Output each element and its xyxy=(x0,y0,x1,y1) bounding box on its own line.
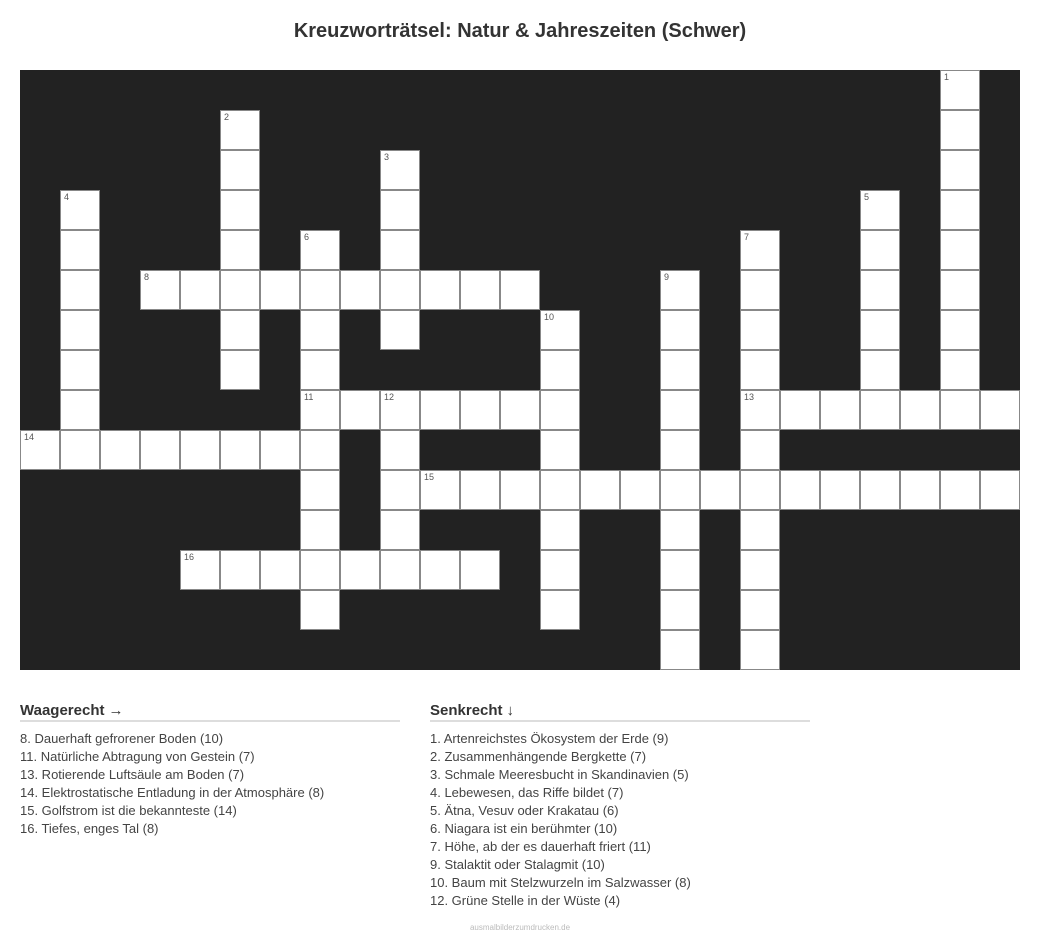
crossword-cell[interactable] xyxy=(940,390,980,430)
crossword-cell[interactable] xyxy=(740,310,780,350)
crossword-cell[interactable] xyxy=(940,150,980,190)
crossword-cell[interactable] xyxy=(660,390,700,430)
crossword-cell[interactable] xyxy=(380,390,420,430)
crossword-cell[interactable] xyxy=(660,630,700,670)
clue-number: 4 xyxy=(64,192,70,202)
clue-across-11: 11. Natürliche Abtragung von Gestein (7) xyxy=(20,749,255,764)
crossword-cell[interactable] xyxy=(380,550,420,590)
clue-number: 6 xyxy=(304,232,310,242)
crossword-cell[interactable] xyxy=(460,470,500,510)
crossword-cell[interactable] xyxy=(380,150,420,190)
clue-across-14: 14. Elektrostatische Entladung in der Atmosphäre (8) xyxy=(20,785,325,800)
crossword-cell[interactable] xyxy=(620,470,660,510)
crossword-cell[interactable] xyxy=(500,270,540,310)
crossword-cell[interactable] xyxy=(220,110,260,150)
crossword-cell[interactable] xyxy=(860,470,900,510)
clue-number: 9 xyxy=(664,272,670,282)
crossword-cell[interactable] xyxy=(860,390,900,430)
clue-down-2: 2. Zusammenhängende Bergkette (7) xyxy=(430,749,647,764)
crossword-cell[interactable] xyxy=(300,470,340,510)
crossword-cell[interactable] xyxy=(20,430,60,470)
crossword-cell[interactable] xyxy=(740,350,780,390)
crossword-cell[interactable] xyxy=(540,470,580,510)
crossword-cell[interactable] xyxy=(740,630,780,670)
crossword-cell[interactable] xyxy=(420,390,460,430)
crossword-cell[interactable] xyxy=(60,190,100,230)
clue-across-8: 8. Dauerhaft gefrorener Boden (10) xyxy=(20,731,224,746)
crossword-cell[interactable] xyxy=(340,270,380,310)
crossword-cell[interactable] xyxy=(380,470,420,510)
crossword-cell[interactable] xyxy=(540,310,580,350)
crossword-cell[interactable] xyxy=(540,510,580,550)
crossword-cell[interactable] xyxy=(660,310,700,350)
across-heading xyxy=(20,702,400,722)
clue-down-10: 10. Baum mit Stelzwurzeln im Salzwasser (8) xyxy=(430,875,691,890)
crossword-cell[interactable] xyxy=(420,470,460,510)
crossword-cell[interactable] xyxy=(220,550,260,590)
crossword-cell[interactable] xyxy=(220,350,260,390)
crossword-cell[interactable] xyxy=(380,230,420,270)
crossword-cell[interactable] xyxy=(60,230,100,270)
crossword-cell[interactable] xyxy=(380,430,420,470)
crossword-cell[interactable] xyxy=(60,390,100,430)
crossword-cell[interactable] xyxy=(460,390,500,430)
crossword-cell[interactable] xyxy=(380,270,420,310)
crossword-grid xyxy=(20,70,1020,670)
crossword-cell[interactable] xyxy=(540,550,580,590)
crossword-cell[interactable] xyxy=(260,270,300,310)
crossword-cell[interactable] xyxy=(740,390,780,430)
crossword-cell[interactable] xyxy=(140,430,180,470)
crossword-cell[interactable] xyxy=(300,390,340,430)
clue-across-15: 15. Golfstrom ist die bekannteste (14) xyxy=(20,803,237,818)
clue-down-4: 4. Lebewesen, das Riffe bildet (7) xyxy=(430,785,624,800)
crossword-cell[interactable] xyxy=(540,350,580,390)
crossword-cell[interactable] xyxy=(580,470,620,510)
crossword-cell[interactable] xyxy=(940,270,980,310)
crossword-cell[interactable] xyxy=(740,470,780,510)
crossword-cell[interactable] xyxy=(540,590,580,630)
crossword-cell[interactable] xyxy=(500,390,540,430)
crossword-cell[interactable] xyxy=(940,110,980,150)
crossword-cell[interactable] xyxy=(740,550,780,590)
clue-down-3: 3. Schmale Meeresbucht in Skandinavien (5) xyxy=(430,767,689,782)
crossword-cell[interactable] xyxy=(380,310,420,350)
crossword-cell[interactable] xyxy=(60,430,100,470)
down-clues xyxy=(430,702,810,910)
clue-number: 12 xyxy=(384,392,395,402)
footer-credit: ausmalbilderzumdrucken.de xyxy=(469,923,571,932)
crossword-cell[interactable] xyxy=(940,310,980,350)
crossword-cell[interactable] xyxy=(660,590,700,630)
clue-number: 14 xyxy=(24,432,35,442)
across-clues xyxy=(20,702,400,838)
arrow-right-icon: → xyxy=(108,702,124,719)
crossword-cell[interactable] xyxy=(420,550,460,590)
crossword-cell[interactable] xyxy=(220,430,260,470)
crossword-cell[interactable] xyxy=(60,310,100,350)
crossword-cell[interactable] xyxy=(380,190,420,230)
clue-across-16: 16. Tiefes, enges Tal (8) xyxy=(20,821,159,836)
crossword-cell[interactable] xyxy=(980,470,1020,510)
crossword-cell[interactable] xyxy=(940,350,980,390)
crossword-cell[interactable] xyxy=(940,470,980,510)
crossword-cell[interactable] xyxy=(180,430,220,470)
crossword-cell[interactable] xyxy=(60,350,100,390)
down-heading xyxy=(430,702,810,722)
clue-number: 15 xyxy=(424,472,435,482)
crossword-cell[interactable] xyxy=(300,550,340,590)
crossword-cell[interactable] xyxy=(940,230,980,270)
clue-number: 11 xyxy=(304,392,314,402)
crossword-cell[interactable] xyxy=(940,70,980,110)
clue-number: 5 xyxy=(864,192,870,202)
down-clue-list xyxy=(430,730,810,910)
crossword-cell[interactable] xyxy=(300,310,340,350)
crossword-cell[interactable] xyxy=(380,510,420,550)
crossword-cell[interactable] xyxy=(740,510,780,550)
crossword-cell[interactable] xyxy=(660,350,700,390)
crossword-cell[interactable] xyxy=(460,550,500,590)
crossword-cell[interactable] xyxy=(820,470,860,510)
crossword-cell[interactable] xyxy=(660,470,700,510)
clue-down-7: 7. Höhe, ab der es dauerhaft friert (11) xyxy=(430,839,651,854)
crossword-cell[interactable] xyxy=(900,470,940,510)
crossword-cell[interactable] xyxy=(860,190,900,230)
crossword-cell[interactable] xyxy=(220,150,260,190)
crossword-cell[interactable] xyxy=(100,430,140,470)
crossword-cell[interactable] xyxy=(820,390,860,430)
clue-across-13: 13. Rotierende Luftsäule am Boden (7) xyxy=(20,767,245,782)
crossword-cell[interactable] xyxy=(860,270,900,310)
clue-down-9: 9. Stalaktit oder Stalagmit (10) xyxy=(430,857,605,872)
crossword-cell[interactable] xyxy=(140,270,180,310)
clue-down-5: 5. Ätna, Vesuv oder Krakatau (6) xyxy=(430,803,619,818)
crossword-cell[interactable] xyxy=(740,430,780,470)
crossword-cell[interactable] xyxy=(220,310,260,350)
arrow-down-icon: ↓ xyxy=(506,702,515,719)
crossword-cell[interactable] xyxy=(180,550,220,590)
clue-number: 10 xyxy=(544,312,555,322)
crossword-cell[interactable] xyxy=(220,270,260,310)
crossword-cell[interactable] xyxy=(340,550,380,590)
crossword-cell[interactable] xyxy=(900,390,940,430)
clue-down-6: 6. Niagara ist ein berühmter (10) xyxy=(430,821,618,836)
down-heading-label: Senkrecht xyxy=(430,702,503,719)
clue-number: 1 xyxy=(944,72,950,82)
crossword-cell[interactable] xyxy=(780,390,820,430)
crossword-cell[interactable] xyxy=(660,550,700,590)
crossword-cell[interactable] xyxy=(300,230,340,270)
clue-number: 2 xyxy=(224,112,230,122)
crossword-cell[interactable] xyxy=(660,510,700,550)
clue-number: 7 xyxy=(744,232,750,242)
crossword-cell[interactable] xyxy=(780,470,820,510)
crossword-cell[interactable] xyxy=(500,470,540,510)
crossword-cell[interactable] xyxy=(660,270,700,310)
crossword-cell[interactable] xyxy=(460,270,500,310)
crossword-cell[interactable] xyxy=(860,310,900,350)
crossword-cell[interactable] xyxy=(180,270,220,310)
crossword-cell[interactable] xyxy=(540,430,580,470)
clue-number: 8 xyxy=(144,272,150,282)
crossword-cell[interactable] xyxy=(260,550,300,590)
crossword-cell[interactable] xyxy=(940,190,980,230)
clue-down-1: 1. Artenreichstes Ökosystem der Erde (9) xyxy=(430,731,669,746)
across-clue-list xyxy=(20,730,400,838)
clue-number: 13 xyxy=(744,392,755,402)
crossword-cell[interactable] xyxy=(300,270,340,310)
page-title: Kreuzworträtsel: Natur & Jahreszeiten (Schwer) xyxy=(293,20,747,42)
crossword-cell[interactable] xyxy=(860,230,900,270)
crossword-cell[interactable] xyxy=(660,430,700,470)
crossword-cell[interactable] xyxy=(220,190,260,230)
crossword-cell[interactable] xyxy=(340,390,380,430)
crossword-cell[interactable] xyxy=(300,590,340,630)
crossword-cell[interactable] xyxy=(860,350,900,390)
crossword-cell[interactable] xyxy=(300,430,340,470)
across-heading-label: Waagerecht xyxy=(20,702,105,719)
crossword-cell[interactable] xyxy=(260,430,300,470)
crossword-cell[interactable] xyxy=(700,470,740,510)
crossword-cell[interactable] xyxy=(740,230,780,270)
crossword-cell[interactable] xyxy=(740,270,780,310)
clue-down-12: 12. Grüne Stelle in der Wüste (4) xyxy=(430,893,621,908)
crossword-cell[interactable] xyxy=(740,590,780,630)
clue-number: 16 xyxy=(184,552,195,562)
crossword-cell[interactable] xyxy=(980,390,1020,430)
crossword-cell[interactable] xyxy=(60,270,100,310)
crossword-cell[interactable] xyxy=(300,510,340,550)
crossword-cell[interactable] xyxy=(420,270,460,310)
crossword-cell[interactable] xyxy=(220,230,260,270)
crossword-cell[interactable] xyxy=(300,350,340,390)
clue-number: 3 xyxy=(384,152,390,162)
crossword-cell[interactable] xyxy=(540,390,580,430)
